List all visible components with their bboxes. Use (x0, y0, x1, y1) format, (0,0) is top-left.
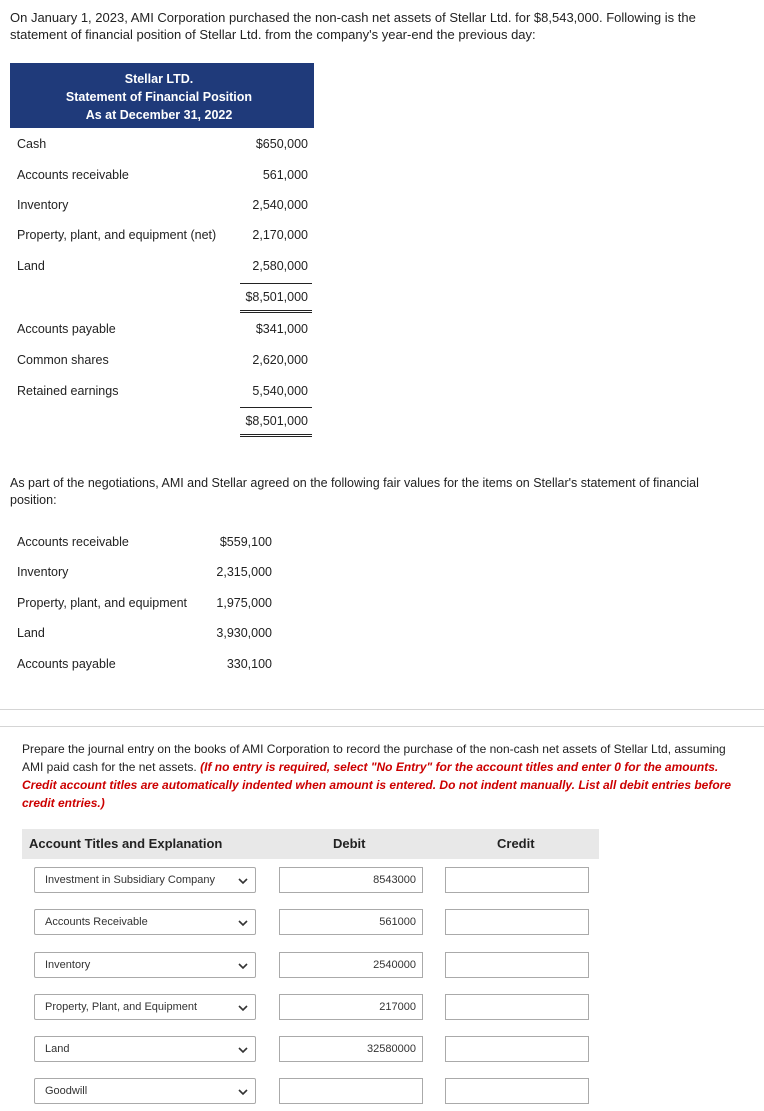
debit-input[interactable]: 8543000 (279, 867, 423, 893)
fair-label: Accounts payable (17, 657, 116, 671)
account-select-value: Goodwill (45, 1085, 88, 1097)
sfp-value: 561,000 (262, 168, 308, 182)
chevron-down-icon (237, 875, 249, 887)
section-divider (0, 726, 764, 727)
journal-header (22, 829, 599, 859)
fair-value: 1,975,000 (216, 596, 272, 610)
sfp-label: Property, plant, and equipment (net) (17, 228, 217, 242)
fair-value: 3,930,000 (216, 626, 272, 640)
fair-label: Accounts receivable (17, 535, 129, 549)
account-select[interactable] (34, 952, 256, 978)
sfp-label: Cash (17, 137, 47, 151)
liabilities-total: $8,501,000 (245, 414, 308, 428)
sfp-label: Common shares (17, 353, 109, 367)
sfp-value: 2,580,000 (252, 259, 308, 273)
credit-input[interactable] (445, 867, 589, 893)
fair-label: Property, plant, and equipment (17, 596, 188, 610)
sfp-value: $650,000 (255, 137, 308, 151)
assets-total: $8,501,000 (245, 290, 308, 304)
fair-value: $559,100 (219, 535, 272, 549)
col-debit-header: Debit (333, 836, 366, 851)
fair-label: Inventory (17, 565, 69, 579)
sfp-company: Stellar LTD. (124, 72, 194, 86)
sfp-header (10, 63, 314, 128)
debit-input[interactable] (279, 1078, 423, 1104)
subtotal-rule (240, 407, 312, 408)
account-select[interactable] (34, 867, 256, 893)
account-select-value: Accounts Receivable (45, 916, 148, 928)
fair-value: 2,315,000 (216, 565, 272, 579)
credit-input[interactable] (445, 994, 589, 1020)
subtotal-rule (240, 283, 312, 284)
col-credit-header: Credit (497, 836, 535, 851)
debit-input[interactable]: 561000 (279, 909, 423, 935)
debit-input[interactable]: 2540000 (279, 952, 423, 978)
chevron-down-icon (237, 1086, 249, 1098)
chevron-down-icon (237, 1002, 249, 1014)
section-divider (0, 709, 764, 710)
account-select-value: Property, Plant, and Equipment (45, 1001, 198, 1013)
credit-input[interactable] (445, 909, 589, 935)
sfp-label: Accounts receivable (17, 168, 129, 182)
sfp-value: $341,000 (255, 322, 308, 336)
sfp-title: Statement of Financial Position (65, 90, 253, 104)
sfp-value: 5,540,000 (252, 384, 308, 398)
sfp-label: Accounts payable (17, 322, 116, 336)
credit-input[interactable] (445, 952, 589, 978)
debit-input[interactable]: 217000 (279, 994, 423, 1020)
sfp-label: Land (17, 259, 45, 273)
sfp-label: Retained earnings (17, 384, 119, 398)
sfp-date: As at December 31, 2022 (85, 108, 233, 122)
fair-value: 330,100 (226, 657, 272, 671)
account-select[interactable] (34, 1078, 256, 1104)
account-select-value: Investment in Subsidiary Company (45, 874, 215, 886)
fair-values-intro: As part of the negotiations, AMI and Stellar agreed on the following fair values for the items on Stellar's statement of financial position: (10, 476, 699, 507)
total-double-rule (240, 430, 312, 437)
sfp-label: Inventory (17, 198, 69, 212)
instructions-note: (If no entry is required, select "No Entry" for the account titles and enter 0 for the amounts. Credit account titles are automatically indented when amount is entered. Do not indent manually. List all debit entries before credit entries.) (22, 760, 732, 810)
chevron-down-icon (237, 1044, 249, 1056)
instructions (22, 740, 742, 812)
sfp-value: 2,620,000 (252, 353, 308, 367)
account-select-value: Land (45, 1043, 70, 1055)
account-select[interactable] (34, 994, 256, 1020)
fair-label: Land (17, 626, 45, 640)
account-select-value: Inventory (45, 959, 91, 971)
credit-input[interactable] (445, 1078, 589, 1104)
total-double-rule (240, 306, 312, 313)
account-select[interactable] (34, 1036, 256, 1062)
col-account-header: Account Titles and Explanation (29, 836, 223, 851)
account-select[interactable] (34, 909, 256, 935)
debit-input[interactable]: 32580000 (279, 1036, 423, 1062)
chevron-down-icon (237, 960, 249, 972)
instructions-text: Prepare the journal entry on the books of AMI Corporation to record the purchase of the non-cash net assets of Stellar Ltd, assuming AMI paid cash for the net assets. (22, 742, 726, 774)
problem-intro: On January 1, 2023, AMI Corporation purchased the non-cash net assets of Stellar Ltd. for $8,543,000. Following is the statement of financial position of Stellar Ltd. from the company's year-end the previous day: (10, 10, 696, 42)
chevron-down-icon (237, 917, 249, 929)
credit-input[interactable] (445, 1036, 589, 1062)
sfp-value: 2,170,000 (252, 228, 308, 242)
sfp-value: 2,540,000 (252, 198, 308, 212)
